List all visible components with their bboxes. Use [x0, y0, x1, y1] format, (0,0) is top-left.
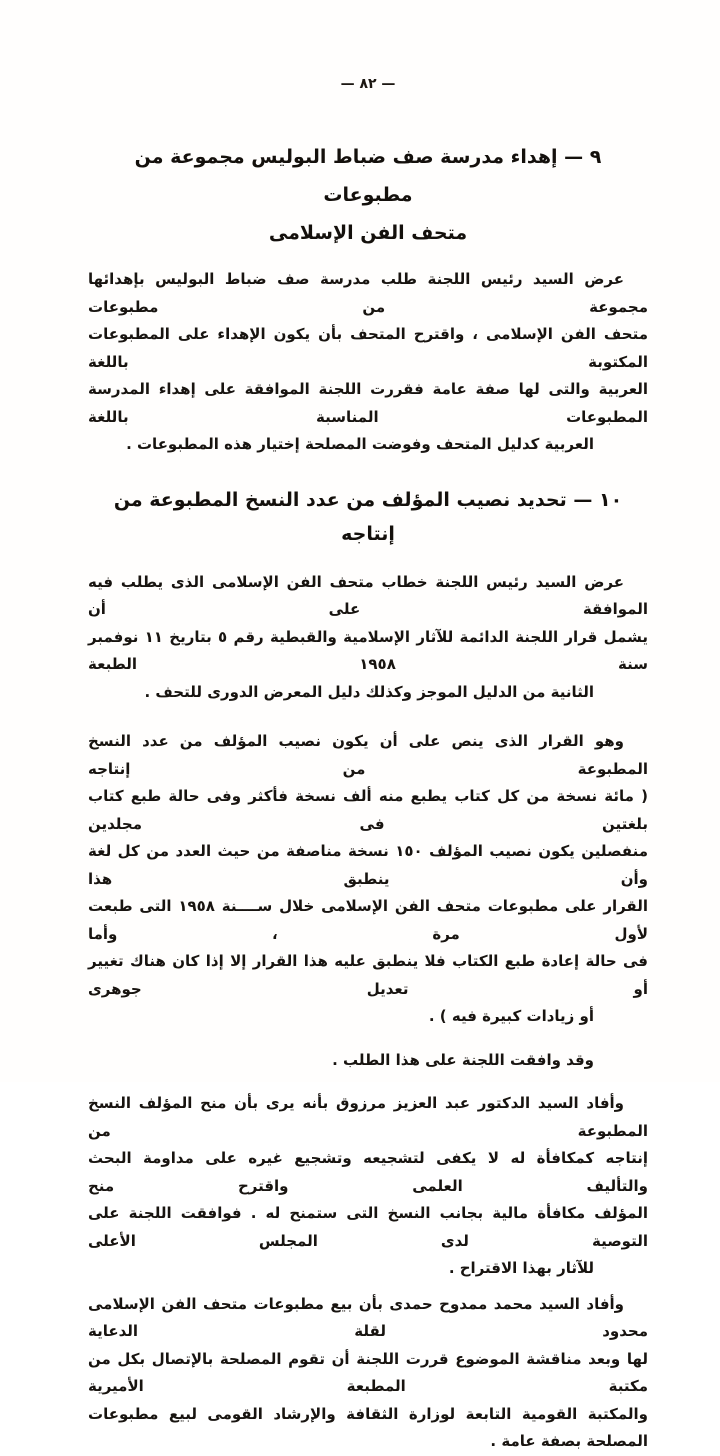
text-line: المؤلف مكافأة مالية بجانب النسخ التى ستمنح له . فوافقت اللجنة على التوصية لدى المجلس الأعلى: [88, 1204, 648, 1250]
text-line: الثانية من الدليل الموجز وكذلك دليل المعرض الدورى للتحف .: [144, 682, 594, 701]
paragraph-decision-text: [88, 728, 648, 1031]
paragraph-letter-request: [88, 569, 648, 707]
text-line: متحف الفن الإسلامى ، واقترح المتحف بأن يكون الإهداء على المطبوعات المكتوبة باللغة: [88, 325, 648, 371]
text-line: ( مائة نسخة من كل كتاب يطبع منه ألف نسخة فأكثر وفى حالة طبع كتاب بلغتين فى مجلدين: [88, 787, 648, 833]
text-line: عرض السيد رئيس اللجنة خطاب متحف الفن الإسلامى الذى يطلب فيه الموافقة على أن: [88, 572, 648, 618]
text-line: فى حالة إعادة طبع الكتاب فلا ينطبق عليه هذا القرار إلا إذا كان هناك تغيير أو تعديل جوهرى: [88, 952, 648, 998]
paragraph-marzouk-statement: [88, 1090, 648, 1283]
page-number: — ٨٢ —: [340, 76, 396, 92]
text-line: يشمل قرار اللجنة الدائمة للآثار الإسلامية والقبطية رقم ٥ بتاريخ ١١ نوفمبر سنة ١٩٥٨ الطبعة: [88, 627, 648, 673]
text-line: للآثار بهذا الاقتراح .: [448, 1259, 594, 1277]
section-10-heading: [88, 483, 648, 551]
text-line: أو زيادات كبيرة فيه ) .: [428, 1007, 594, 1025]
text-line: لها وبعد مناقشة الموضوع قررت اللجنة أن تقوم المصلحة بالإتصال بكل من مكتبة المطبعة الأميرية: [88, 1349, 648, 1395]
section-9-heading: [88, 138, 648, 252]
text-line: منفصلين يكون نصيب المؤلف ١٥٠ نسخة مناصفة من حيث العدد من كل لغة وأن ينطبق هذا: [88, 842, 648, 888]
text-line: وقد وافقت اللجنة على هذا الطلب .: [332, 1050, 594, 1069]
section-10-heading-line-1: ١٠ — تحديد نصيب المؤلف من عدد النسخ المطبوعة من إنتاجه: [113, 488, 623, 545]
text-line: العربية كدليل المتحف وفوضت المصلحة إختيار هذه المطبوعات .: [126, 435, 594, 453]
text-line: القرار على مطبوعات متحف الفن الإسلامى خلال ســــنة ١٩٥٨ التى طبعت لأول مرة ، وأما: [88, 897, 648, 943]
paragraph-approval: [88, 1047, 648, 1075]
text-line: والمكتبة القومية التابعة لوزارة الثقافة والإرشاد القومى لبيع مطبوعات المصلحة بصفة عامة .: [88, 1404, 648, 1450]
text-line: العربية والتى لها صفة عامة فقررت اللجنة الموافقة على إهداء المدرسة المطبوعات المناسبة باللغة: [88, 380, 648, 426]
paragraph-section9-body: [88, 266, 648, 459]
text-line: وأفاد السيد محمد ممدوح حمدى بأن بيع مطبوعات متحف الفن الإسلامى محدود لقلة الدعاية: [88, 1294, 648, 1340]
paragraph-hamdy-statement: [88, 1291, 648, 1456]
section-9-heading-line-2: متحف الفن الإسلامى: [268, 222, 468, 244]
text-line: وهو القرار الذى ينص على أن يكون نصيب المؤلف من عدد النسخ المطبوعة من إنتاجه: [88, 732, 648, 778]
section-9-heading-line-1: ٩ — إهداء مدرسة صف ضباط البوليس مجموعة من مطبوعات: [134, 146, 602, 206]
text-line: وأفاد السيد الدكتور عبد العزيز مرزوق بأنه يرى بأن منح المؤلف النسخ المطبوعة من: [88, 1094, 648, 1140]
text-line: إنتاجه كمكافأة له لا يكفى لتشجيعه وتشجيع غيره على مداومة البحث والتأليف العلمى واقترح منح: [88, 1149, 648, 1195]
text-line: عرض السيد رئيس اللجنة طلب مدرسة صف ضباط البوليس بإهدائها مجموعة من مطبوعات: [88, 270, 648, 316]
